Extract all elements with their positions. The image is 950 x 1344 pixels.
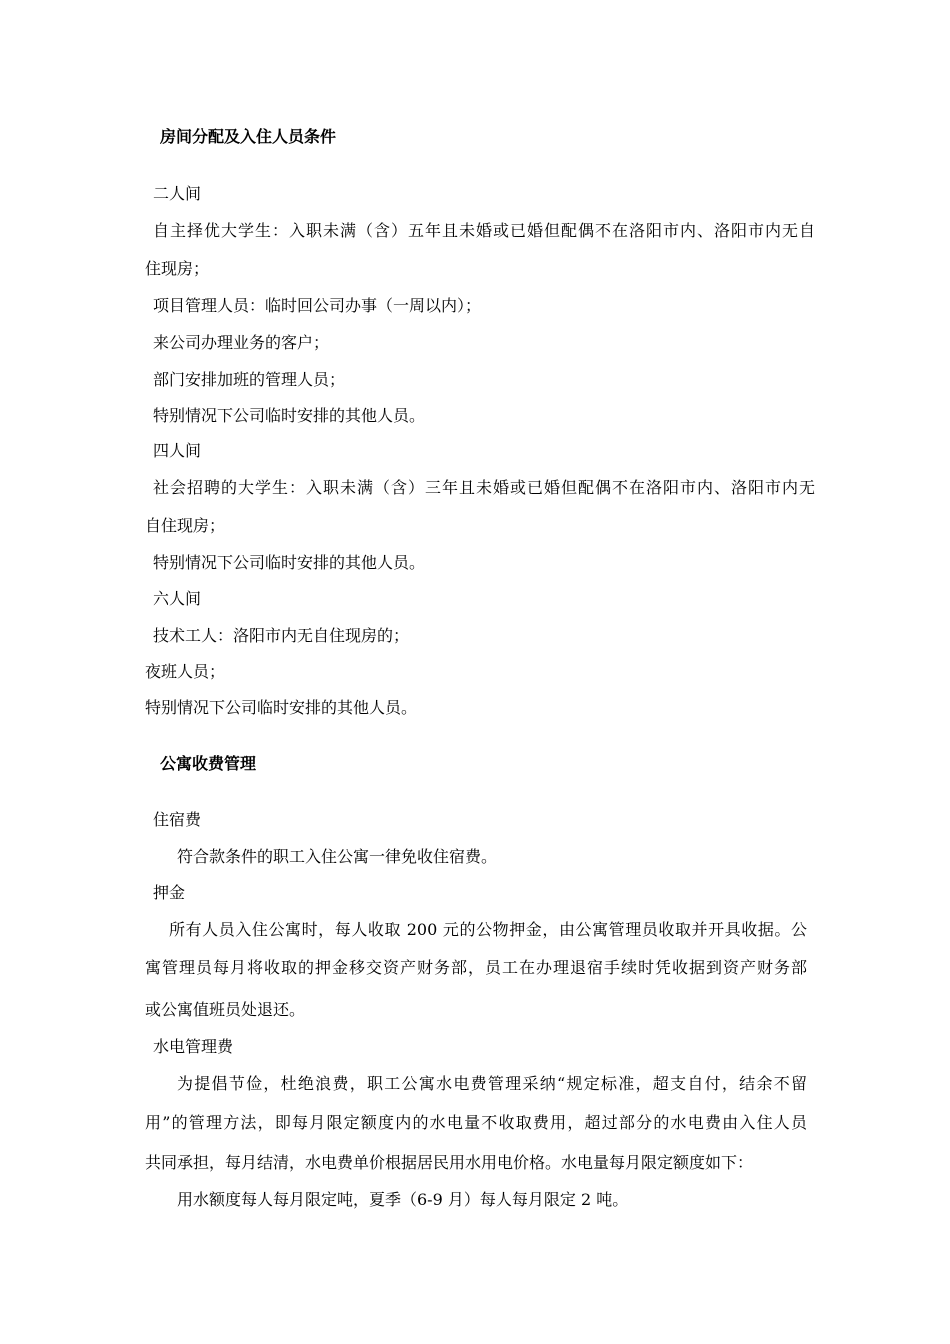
double-room-label: 二人间 xyxy=(153,184,202,203)
double-room-item-2: 项目管理人员：临时回公司办事（一周以内）； xyxy=(153,296,482,315)
deposit-label: 押金 xyxy=(153,883,186,902)
double-room-item-1-line-1: 自主择优大学生：入职未满（含）五年且未婚或已婚但配偶不在洛阳市内、洛阳市内无自 xyxy=(153,221,815,240)
double-room-item-5: 特别情况下公司临时安排的其他人员。 xyxy=(153,406,426,425)
six-room-item-1: 技术工人：洛阳市内无自住现房的； xyxy=(153,626,410,645)
double-room-item-3: 来公司办理业务的客户； xyxy=(153,333,330,352)
quad-room-label: 四人间 xyxy=(153,441,202,460)
double-room-item-4: 部门安排加班的管理人员； xyxy=(153,370,346,389)
deposit-line-1: 所有人员入住公寓时，每人收取 200 元的公物押金，由公寓管理员收取并开具收据。公 xyxy=(169,920,807,939)
deposit-line-2: 寓管理员每月将收取的押金移交资产财务部，员工在办理退宿手续时凭收据到资产财务部 xyxy=(145,958,807,977)
quad-room-item-1-line-1: 社会招聘的大学生：入职未满（含）三年且未婚或已婚但配偶不在洛阳市内、洛阳市内无 xyxy=(153,478,815,497)
lodging-label: 住宿费 xyxy=(153,810,202,829)
six-room-item-3: 特别情况下公司临时安排的其他人员。 xyxy=(145,698,418,717)
utilities-label: 水电管理费 xyxy=(153,1037,234,1056)
utilities-line-4: 用水额度每人每月限定吨，夏季（6-9 月）每人每月限定 2 吨。 xyxy=(177,1190,629,1209)
utilities-line-2: 用”的管理方法，即每月限定额度内的水电量不收取费用，超过部分的水电费由入住人员 xyxy=(145,1113,807,1132)
utilities-line-3: 共同承担，每月结清，水电费单价根据居民用水用电价格。水电量每月限定额度如下： xyxy=(145,1153,754,1172)
six-room-item-2: 夜班人员； xyxy=(145,662,226,681)
six-room-label: 六人间 xyxy=(153,589,202,608)
quad-room-item-2: 特别情况下公司临时安排的其他人员。 xyxy=(153,553,426,572)
lodging-text: 符合款条件的职工入住公寓一律免收住宿费。 xyxy=(177,847,498,866)
section-title-fee-management: 公寓收费管理 xyxy=(160,754,257,773)
utilities-line-1: 为提倡节俭，杜绝浪费，职工公寓水电费管理采纳“规定标准，超支自付，结余不留 xyxy=(177,1074,807,1093)
section-title-room-allocation: 房间分配及入住人员条件 xyxy=(160,127,337,146)
double-room-item-1-line-2: 住现房； xyxy=(145,259,210,278)
deposit-line-3: 或公寓值班员处退还。 xyxy=(145,1000,306,1019)
quad-room-item-1-line-2: 自住现房； xyxy=(145,516,226,535)
